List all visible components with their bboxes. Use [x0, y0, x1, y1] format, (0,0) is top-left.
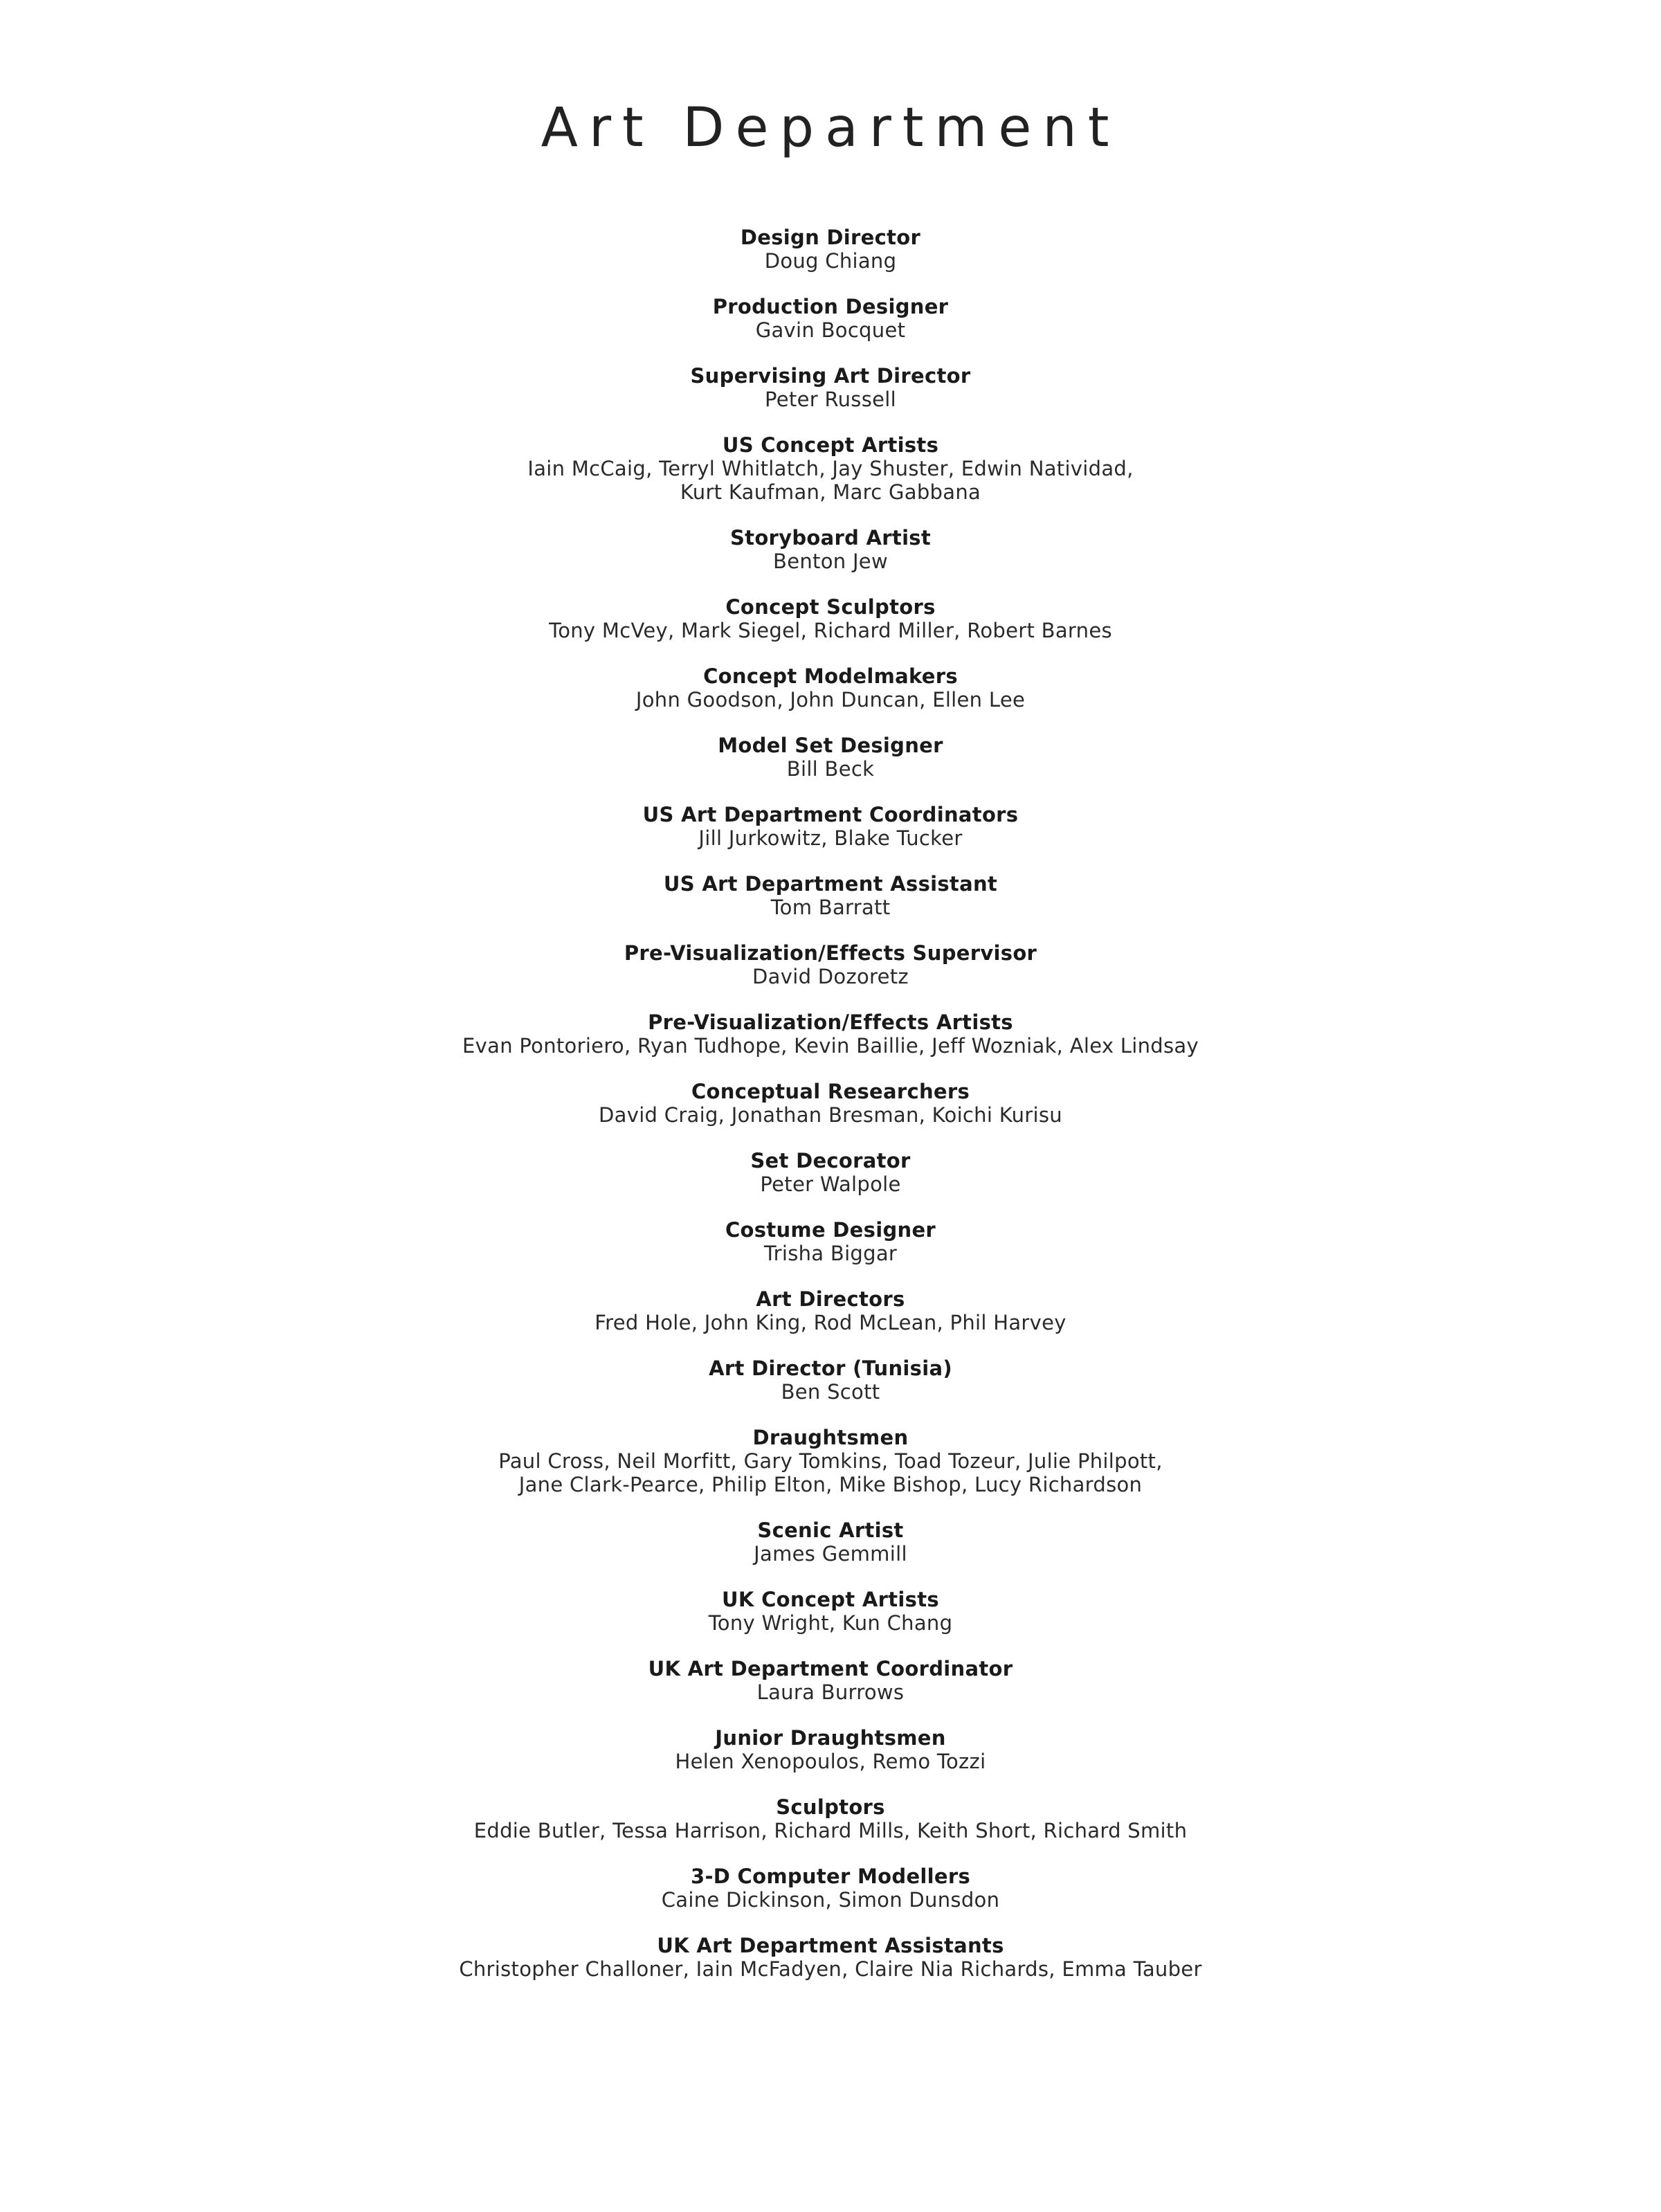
- credit-entry: [0, 433, 1661, 504]
- credit-entry: [0, 664, 1661, 711]
- credit-entry: [0, 1934, 1661, 1981]
- credit-role: Supervising Art Director: [690, 364, 971, 388]
- credit-names: [0, 826, 1661, 850]
- credit-role: Set Decorator: [750, 1149, 911, 1172]
- credit-name-line: Tony McVey, Mark Siegel, Richard Miller, Robert Barnes: [549, 619, 1112, 642]
- credit-name-line: Christopher Challoner, Iain McFadyen, Claire Nia Richards, Emma Tauber: [459, 1957, 1202, 1981]
- credit-name-line: Tony Wright, Kun Chang: [708, 1611, 953, 1635]
- credit-role: Art Director (Tunisia): [709, 1357, 952, 1380]
- credit-entry: [0, 1795, 1661, 1842]
- credit-role: US Concept Artists: [722, 433, 939, 457]
- credit-names: [0, 388, 1661, 411]
- credit-entry: [0, 734, 1661, 781]
- credit-entry: [0, 1287, 1661, 1334]
- credit-names: [0, 1103, 1661, 1127]
- credit-name-line: Helen Xenopoulos, Remo Tozzi: [675, 1750, 986, 1773]
- credit-role: Concept Modelmakers: [703, 664, 958, 688]
- credit-name-line: David Dozoretz: [752, 965, 909, 988]
- credit-entry: [0, 941, 1661, 988]
- credit-role: Conceptual Researchers: [691, 1080, 970, 1103]
- credit-names: [0, 1750, 1661, 1773]
- credit-entry: [0, 364, 1661, 411]
- credit-names: [0, 896, 1661, 919]
- credit-names: [0, 1242, 1661, 1265]
- credit-names: [0, 249, 1661, 273]
- credit-names: [0, 1449, 1661, 1496]
- credit-name-line: Bill Beck: [786, 757, 875, 781]
- credit-names: [0, 1311, 1661, 1334]
- credit-name-line: James Gemmill: [754, 1542, 907, 1566]
- credit-names: [0, 550, 1661, 573]
- credit-names: [0, 318, 1661, 342]
- credit-entry: [0, 295, 1661, 342]
- credit-names: [0, 965, 1661, 988]
- credit-entry: [0, 1519, 1661, 1566]
- credit-role: UK Art Department Assistants: [657, 1934, 1004, 1957]
- credit-names: [0, 1034, 1661, 1058]
- credit-names: [0, 1957, 1661, 1981]
- credit-entry: [0, 1010, 1661, 1058]
- credit-name-line: Jill Jurkowitz, Blake Tucker: [698, 826, 963, 850]
- credit-name-line: David Craig, Jonathan Bresman, Koichi Kurisu: [599, 1103, 1062, 1127]
- credit-role: US Art Department Coordinators: [642, 803, 1019, 826]
- credit-entry: [0, 1865, 1661, 1912]
- credit-entry: [0, 1657, 1661, 1704]
- credit-role: Storyboard Artist: [729, 526, 932, 550]
- credit-name-line: John Goodson, John Duncan, Ellen Lee: [635, 688, 1026, 711]
- credit-name-line: Peter Walpole: [760, 1172, 901, 1196]
- credit-name-line: Paul Cross, Neil Morfitt, Gary Tomkins, Toad Tozeur, Julie Philpott,: [498, 1449, 1163, 1473]
- credit-entry: [0, 1588, 1661, 1635]
- credit-entry: [0, 1726, 1661, 1773]
- credit-names: [0, 1172, 1661, 1196]
- credit-role: Pre-Visualization/Effects Supervisor: [624, 941, 1037, 965]
- credit-name-line: Tom Barratt: [770, 896, 891, 919]
- credit-names: [0, 1380, 1661, 1404]
- credit-names: [0, 757, 1661, 781]
- credit-role: Art Directors: [756, 1287, 905, 1311]
- credit-name-line: Peter Russell: [765, 388, 896, 411]
- credit-entry: [0, 1426, 1661, 1496]
- credit-role: Junior Draughtsmen: [715, 1726, 946, 1750]
- credit-name-line: Trisha Biggar: [763, 1242, 898, 1265]
- credit-role: 3-D Computer Modellers: [690, 1865, 971, 1888]
- credit-name-line: Kurt Kaufman, Marc Gabbana: [680, 480, 981, 504]
- credit-names: [0, 1819, 1661, 1842]
- credit-name-line: Doug Chiang: [764, 249, 897, 273]
- credit-role: Concept Sculptors: [725, 595, 936, 619]
- credit-name-line: Ben Scott: [781, 1380, 880, 1404]
- credit-name-line: Jane Clark-Pearce, Philip Elton, Mike Bishop, Lucy Richardson: [518, 1473, 1143, 1496]
- credit-name-line: Evan Pontoriero, Ryan Tudhope, Kevin Baillie, Jeff Wozniak, Alex Lindsay: [462, 1034, 1199, 1058]
- credit-name-line: Fred Hole, John King, Rod McLean, Phil Harvey: [594, 1311, 1067, 1334]
- page-title: Art Department: [541, 97, 1120, 159]
- credit-name-line: Eddie Butler, Tessa Harrison, Richard Mills, Keith Short, Richard Smith: [473, 1819, 1188, 1842]
- credit-names: [0, 1542, 1661, 1566]
- credit-name-line: Iain McCaig, Terryl Whitlatch, Jay Shuster, Edwin Natividad,: [527, 457, 1134, 480]
- credit-entry: [0, 803, 1661, 850]
- credit-role: Scenic Artist: [757, 1519, 904, 1542]
- credit-name-line: Laura Burrows: [756, 1680, 905, 1704]
- credit-name-line: Caine Dickinson, Simon Dunsdon: [661, 1888, 1000, 1912]
- credit-name-line: Benton Jew: [773, 550, 888, 573]
- credit-names: [0, 619, 1661, 642]
- credit-names: [0, 1888, 1661, 1912]
- credit-role: Model Set Designer: [718, 734, 943, 757]
- credit-entry: [0, 872, 1661, 919]
- credit-entry: [0, 1218, 1661, 1265]
- credit-role: Draughtsmen: [752, 1426, 909, 1449]
- credit-role: Sculptors: [776, 1795, 885, 1819]
- credit-entry: [0, 1357, 1661, 1404]
- credit-entry: [0, 1149, 1661, 1196]
- credit-name-line: Gavin Bocquet: [755, 318, 906, 342]
- credit-entry: [0, 595, 1661, 642]
- credit-names: [0, 1680, 1661, 1704]
- credit-entry: [0, 226, 1661, 273]
- credit-names: [0, 688, 1661, 711]
- credit-role: UK Art Department Coordinator: [648, 1657, 1013, 1680]
- credit-entry: [0, 526, 1661, 573]
- credits-list: [0, 226, 1661, 2003]
- credit-role: Design Director: [740, 226, 921, 249]
- credit-role: Pre-Visualization/Effects Artists: [648, 1010, 1013, 1034]
- credit-role: UK Concept Artists: [722, 1588, 939, 1611]
- credit-names: [0, 1611, 1661, 1635]
- credit-role: Production Designer: [712, 295, 949, 318]
- credit-names: [0, 457, 1661, 504]
- credit-entry: [0, 1080, 1661, 1127]
- credit-role: Costume Designer: [725, 1218, 936, 1242]
- credit-role: US Art Department Assistant: [663, 872, 998, 896]
